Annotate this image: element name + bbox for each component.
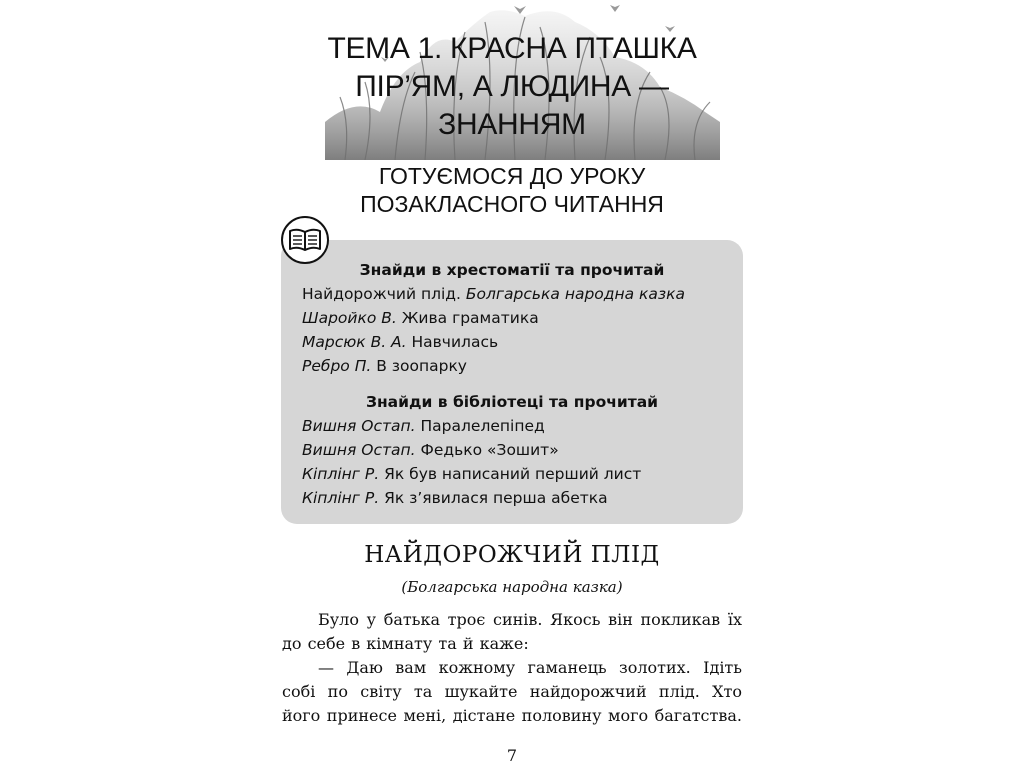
entry-title: В зоопарку: [376, 357, 467, 375]
reading-entry: [302, 486, 742, 510]
entry-title: Жива граматика: [401, 309, 539, 327]
entry-author: Шаройко В.: [302, 309, 402, 327]
story-title: НАЙДОРОЖЧИЙ ПЛІД: [364, 542, 660, 568]
section-title-line: ГОТУЄМОСЯ ДО УРОКУ: [378, 163, 646, 189]
open-book-icon: [281, 216, 329, 264]
section-title-line: ПОЗАКЛАСНОГО ЧИТАННЯ: [360, 191, 664, 217]
entry-author: Кіплінг Р.: [302, 489, 385, 507]
reading-list-heading: Знайди в хрестоматії та прочитай: [359, 261, 665, 279]
topic-title-line: ТЕМА 1. КРАСНА ПТАШКА: [327, 32, 697, 65]
entry-title: Як був написаний перший лист: [384, 465, 642, 483]
entry-author: Вишня Остап.: [302, 441, 421, 459]
entry-author: Марсюк В. А.: [302, 333, 412, 351]
story-text: [282, 608, 742, 728]
reading-entry: [302, 354, 742, 378]
reading-list-heading: Знайди в бібліотеці та прочитай: [365, 393, 659, 411]
entry-title: Федько «Зошит»: [420, 441, 559, 459]
topic-title-line: ПІР’ЯМ, А ЛЮДИНА —: [355, 70, 669, 103]
story-subtitle: (Болгарська народна казка): [401, 578, 623, 596]
entry-author: Вишня Остап.: [302, 417, 421, 435]
page-number: 7: [506, 746, 518, 765]
story-paragraph: — Даю вам кожному гаманець золотих. Ідіть собі по світу та шукайте найдорожчий плід. Хто його принесе мені, дістане половину мого багатства.: [282, 658, 742, 725]
entry-title: Як з’явилася перша абетка: [384, 489, 608, 507]
entry-author: Кіплінг Р.: [302, 465, 385, 483]
reading-entry: [302, 306, 742, 330]
reading-entry: [302, 438, 742, 462]
topic-title-line: ЗНАННЯМ: [438, 108, 586, 141]
entry-title: Найдорожчий плід.: [302, 285, 466, 303]
reading-entry: [302, 414, 742, 438]
reading-entry: [302, 282, 742, 306]
entry-title: Навчилась: [411, 333, 499, 351]
entry-title: Паралелепіпед: [420, 417, 545, 435]
reading-entry: [302, 330, 742, 354]
reading-list: [302, 258, 742, 510]
reading-entry: [302, 462, 742, 486]
entry-author: Болгарська народна казка: [465, 285, 686, 303]
topic-title: [282, 30, 742, 144]
story-paragraph: Було у батька троє синів. Якось він покликав їх до себе в кімнату та й каже:: [282, 610, 742, 653]
section-title: [282, 162, 742, 218]
entry-author: Ребро П.: [302, 357, 377, 375]
